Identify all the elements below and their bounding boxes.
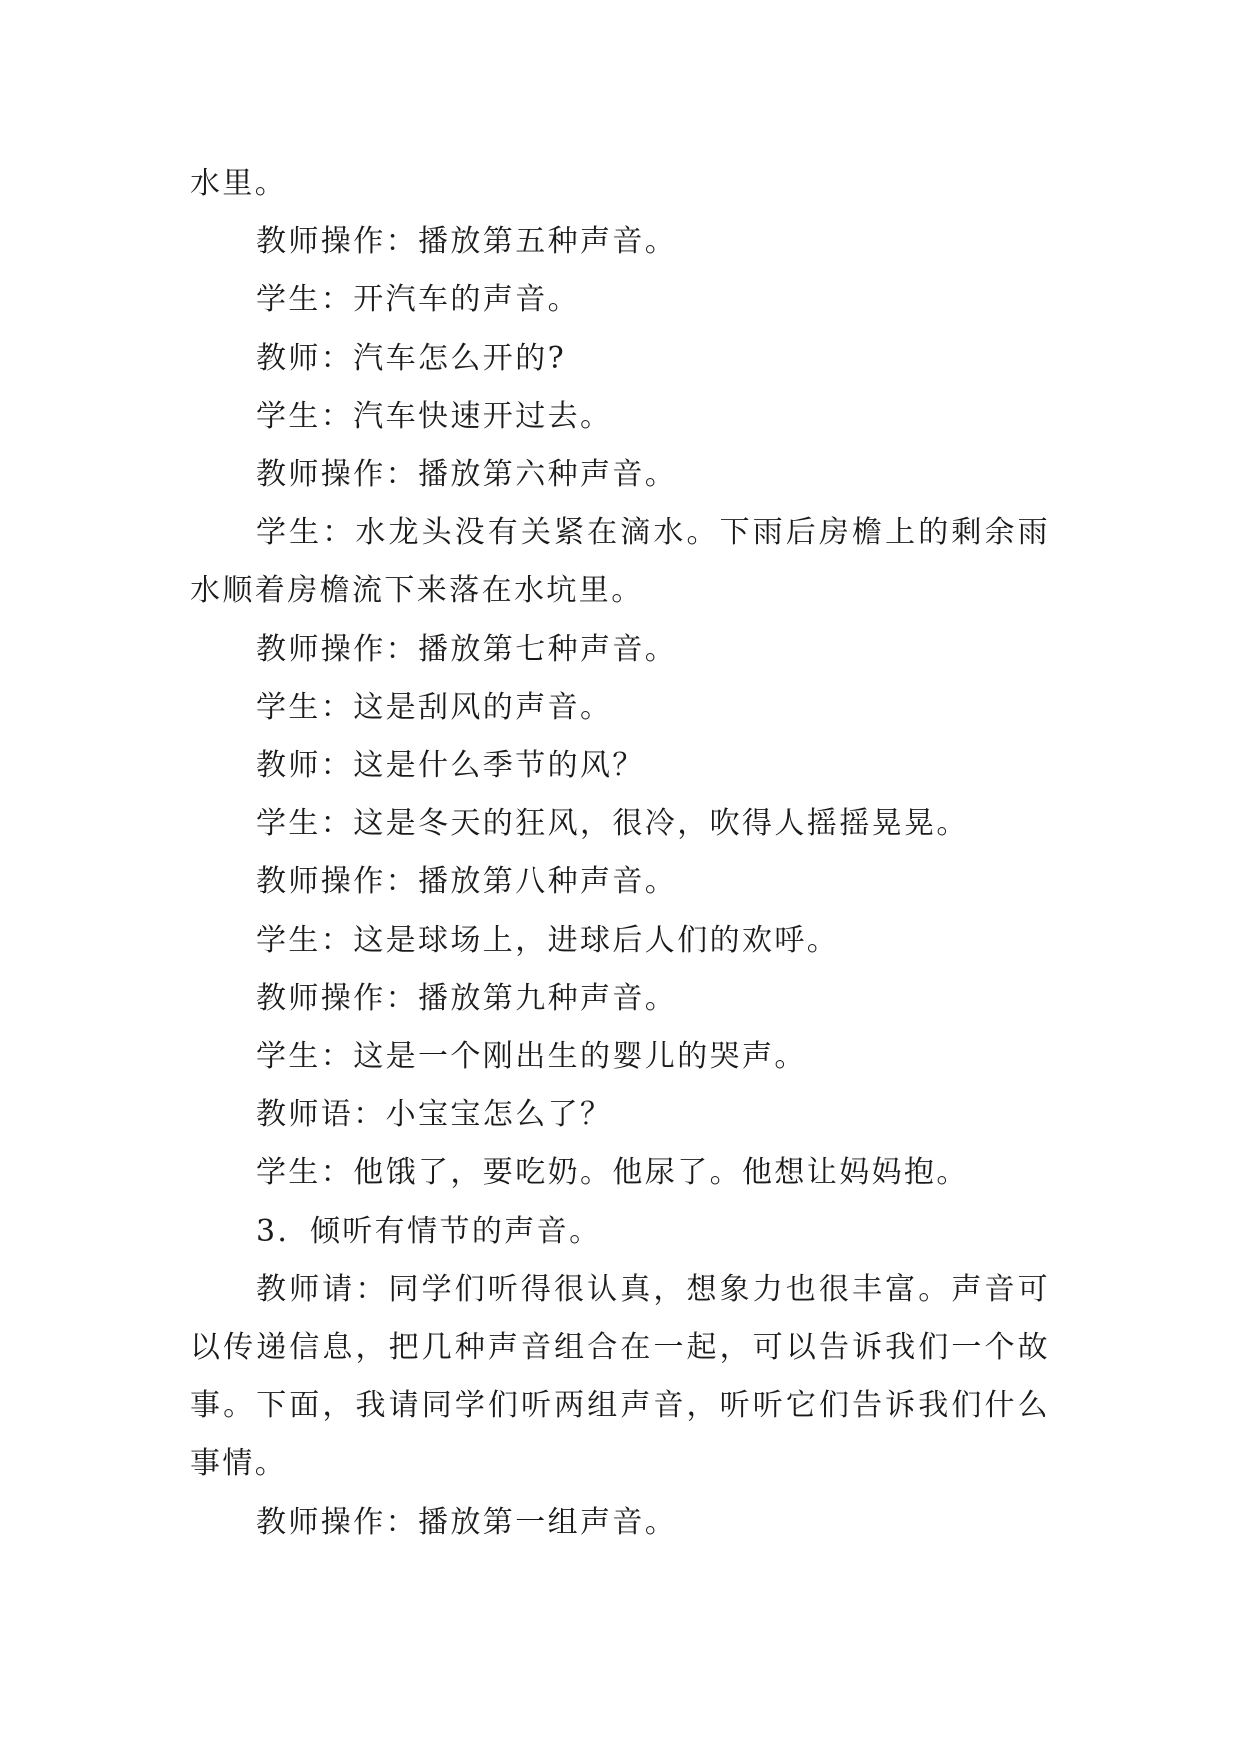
paragraph: 教师语：小宝宝怎么了？ <box>256 1097 613 1133</box>
paragraph: 学生：这是球场上，进球后人们的欢呼。 <box>256 922 840 958</box>
paragraph: 教师操作：播放第五种声音。 <box>256 224 678 260</box>
paragraph: 学生：汽车快速开过去。 <box>256 398 613 434</box>
document-body <box>190 155 1050 1552</box>
paragraph: 教师操作：播放第六种声音。 <box>256 457 678 493</box>
paragraph: 教师：这是什么季节的风？ <box>256 748 645 784</box>
paragraph: 教师：汽车怎么开的? <box>256 340 567 376</box>
paragraph: 教师操作：播放第九种声音。 <box>256 980 678 1016</box>
paragraph: 教师操作：播放第一组声音。 <box>256 1504 678 1540</box>
paragraph: 学生：这是一个刚出生的婴儿的哭声。 <box>256 1039 807 1075</box>
paragraph: 学生：水龙头没有关紧在滴水。下雨后房檐上的剩余雨水顺着房檐流下来落在水坑里。 <box>190 515 1050 609</box>
paragraph: 3．倾听有情节的声音。 <box>256 1213 602 1249</box>
paragraph: 水里。 <box>190 166 288 201</box>
paragraph: 教师操作：播放第八种声音。 <box>256 864 678 900</box>
paragraph: 学生：这是冬天的狂风，很冷，吹得人摇摇晃晃。 <box>256 806 969 842</box>
paragraph: 教师操作：播放第七种声音。 <box>256 631 678 667</box>
paragraph: 学生：这是刮风的声音。 <box>256 689 613 725</box>
paragraph: 教师请：同学们听得很认真，想象力也很丰富。声音可以传递信息，把几种声音组合在一起，可以告诉我们一个故事。下面，我请同学们听两组声音，听听它们告诉我们什么事情。 <box>190 1271 1050 1482</box>
paragraph: 学生：开汽车的声音。 <box>256 282 580 318</box>
paragraph: 学生：他饿了，要吃奶。他尿了。他想让妈妈抱。 <box>256 1155 969 1191</box>
